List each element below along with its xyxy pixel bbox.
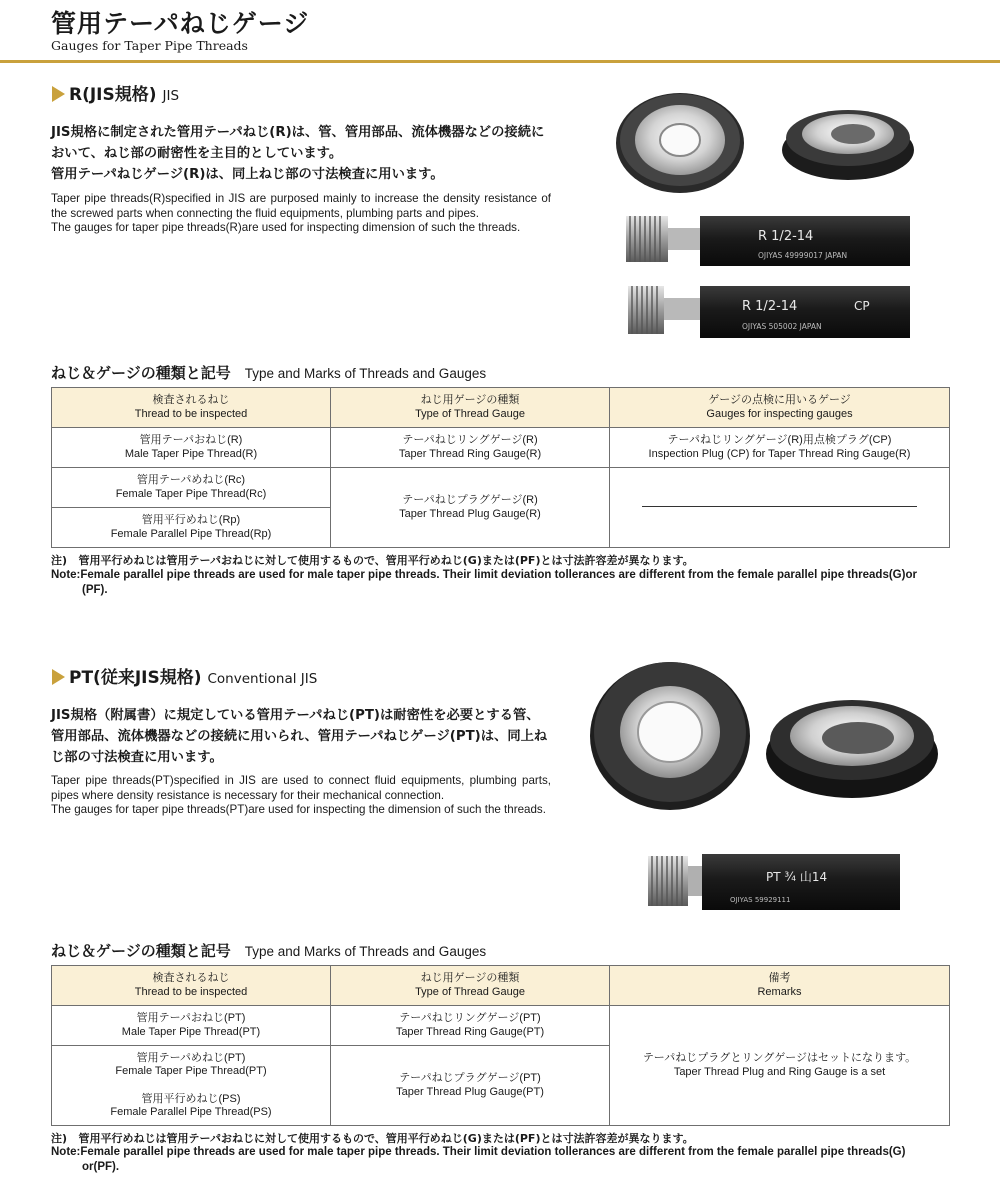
plug1-sub-marking: OJIYAS 49999017 JAPAN (758, 251, 848, 260)
cell-plug-gauge-pt: テーパねじプラグゲージ(PT) Taper Thread Plug Gauge(PT) (331, 1046, 610, 1126)
header-gauge-type: ねじ用ゲージの種類 Type of Thread Gauge (331, 966, 610, 1006)
section-r-note-en: Note:Female parallel pipe threads are used for male taper pipe threads. Their limit deviation tollerances are different from the female parallel pipe threads(G)or (PF). (51, 569, 917, 596)
section-r-table-heading-jp: ねじ＆ゲージの種類と記号 (51, 364, 231, 382)
section-r-title-en: JIS (162, 88, 180, 104)
pt-ring-gauge-angled (766, 700, 938, 798)
table-header-row (52, 966, 950, 1006)
section-pt-en-para2: The gauges for taper pipe threads(PT)are used for inspecting the dimension of such the threads. (51, 803, 546, 816)
page-title: 管用テーパねじゲージ (51, 9, 310, 38)
cell-male-taper-pt: 管用テーパおねじ(PT) Male Taper Pipe Thread(PT) (52, 1006, 331, 1046)
pt-ring-gauge-front (590, 662, 750, 810)
section-r-table-heading-en: Type and Marks of Threads and Gauges (244, 366, 487, 381)
section-pt-table-heading (51, 940, 486, 961)
table-header-row (52, 388, 950, 428)
section-pt-en-para1: Taper pipe threads(PT)specified in JIS are used to connect fluid equipments, plumbing parts, pipes where density resistance is necessary for their mechanical connection. (51, 774, 551, 802)
table-row (52, 1006, 950, 1046)
section-r-heading (52, 80, 179, 105)
pt-gauges-photo (590, 660, 945, 915)
section-r-table-heading (51, 362, 486, 383)
cell-female-pt: 管用テーパめねじ(PT) Female Taper Pipe Thread(PT) 管用平行めねじ(PS) Female Parallel Pipe Thread(PS) (52, 1046, 331, 1126)
cell-ring-gauge: テーパねじリングゲージ(R) Taper Thread Ring Gauge(R) (331, 428, 610, 468)
triangle-marker-icon (52, 86, 65, 102)
section-pt-title-en: Conventional JIS (207, 671, 318, 687)
plug2-cp-marking: CP (854, 299, 870, 313)
section-r-en-text (51, 192, 551, 236)
plug2-sub-marking: OJIYAS 505002 JAPAN (742, 322, 822, 331)
plug-gauge-pt (648, 854, 900, 910)
section-pt-jp-text: JIS規格（附属書）に規定している管用テーパねじ(PT)は耐密性を必要とする管、管用部品、流体機器などの接続に用いられ、管用テーパねじゲージ(PT)は、同上ねじ部の寸法検査に用います。 (51, 708, 548, 765)
section-r-jp-text (51, 122, 551, 185)
plug-gauge-r (626, 216, 910, 266)
section-pt-note-jp: 注) 管用平行めねじは管用テーパおねじに対して使用するもので、管用平行めねじ(G)または(PF)とは寸法許容差が異なります。 (51, 1132, 694, 1145)
section-pt-note-en: Note:Female parallel pipe threads are used for male taper pipe threads. Their limit deviation tollerances are different from the female parallel pipe threads(G) or(PF). (51, 1146, 906, 1173)
none-dash (642, 506, 917, 507)
ring-gauge-angled (782, 110, 914, 180)
header-gauge-type: ねじ用ゲージの種類 Type of Thread Gauge (331, 388, 610, 428)
pt-plug-marking: PT ¾ 山14 (766, 870, 828, 884)
ring-gauge-front (616, 93, 744, 193)
section-pt-table-heading-jp: ねじ＆ゲージの種類と記号 (51, 942, 231, 960)
section-r-en-para1: Taper pipe threads(R)specified in JIS are purposed mainly to increase the density resistance of the screwed parts when connecting the fluid equipments, plumbing parts and pipes. (51, 192, 551, 220)
cell-plug-gauge: テーパねじプラグゲージ(R) Taper Thread Plug Gauge(R) (331, 468, 610, 548)
header-inspecting-gauges: ゲージの点検に用いるゲージ Gauges for inspecting gauges (610, 388, 950, 428)
plug1-marking: R 1/2-14 (758, 229, 814, 244)
cell-female-parallel: 管用平行めねじ(Rp) Female Parallel Pipe Thread(Rp) (52, 508, 331, 548)
table-row (52, 468, 950, 508)
section-pt-table-heading-en: Type and Marks of Threads and Gauges (244, 944, 487, 959)
header-thread-inspected: 検査されるねじ Thread to be inspected (52, 388, 331, 428)
cell-ring-gauge-pt: テーパねじリングゲージ(PT) Taper Thread Ring Gauge(PT) (331, 1006, 610, 1046)
cell-none (610, 468, 950, 548)
title-rule (0, 60, 1000, 63)
page-subtitle: Gauges for Taper Pipe Threads (51, 38, 248, 53)
section-r-jp-line1: JIS規格に制定された管用テーパねじ(R)は、管、管用部品、流体機器などの接続において、ねじ部の耐密性を主目的としています。 (51, 125, 545, 161)
section-pt-en-text (51, 774, 551, 818)
triangle-marker-icon (52, 669, 65, 685)
plug-gauge-cp (628, 286, 910, 338)
plug2-marking: R 1/2-14 (742, 299, 798, 314)
section-r-en-para2: The gauges for taper pipe threads(R)are used for inspecting dimension of such the threads. (51, 221, 521, 234)
pt-plug-sub-marking: OJIYAS 59929111 (730, 896, 791, 904)
section-pt-heading (52, 663, 317, 688)
section-r-note-jp: 注) 管用平行めねじは管用テーパおねじに対して使用するもので、管用平行めねじ(G)または(PF)とは寸法許容差が異なります。 (51, 554, 694, 567)
section-pt-title: PT(従来JIS規格) (69, 668, 202, 688)
cell-remarks: テーパねじプラグとリングゲージはセットになります。 Taper Thread Plug and Ring Gauge is a set (610, 1006, 950, 1126)
table-row (52, 428, 950, 468)
section-r-jp-line2: 管用テーパねじゲージ(R)は、同上ねじ部の寸法検査に用います。 (51, 167, 444, 182)
header-thread-inspected: 検査されるねじ Thread to be inspected (52, 966, 331, 1006)
cell-female-taper: 管用テーパめねじ(Rc) Female Taper Pipe Thread(Rc) (52, 468, 331, 508)
r-gauges-photo (608, 88, 928, 356)
cell-male-taper: 管用テーパおねじ(R) Male Taper Pipe Thread(R) (52, 428, 331, 468)
pt-thread-table (51, 965, 950, 1126)
r-thread-table (51, 387, 950, 548)
cell-inspection-plug: テーパねじリングゲージ(R)用点検プラグ(CP) Inspection Plug (CP) for Taper Thread Ring Gauge(R) (610, 428, 950, 468)
header-remarks: 備考 Remarks (610, 966, 950, 1006)
section-r-title: R(JIS規格) (69, 85, 157, 105)
